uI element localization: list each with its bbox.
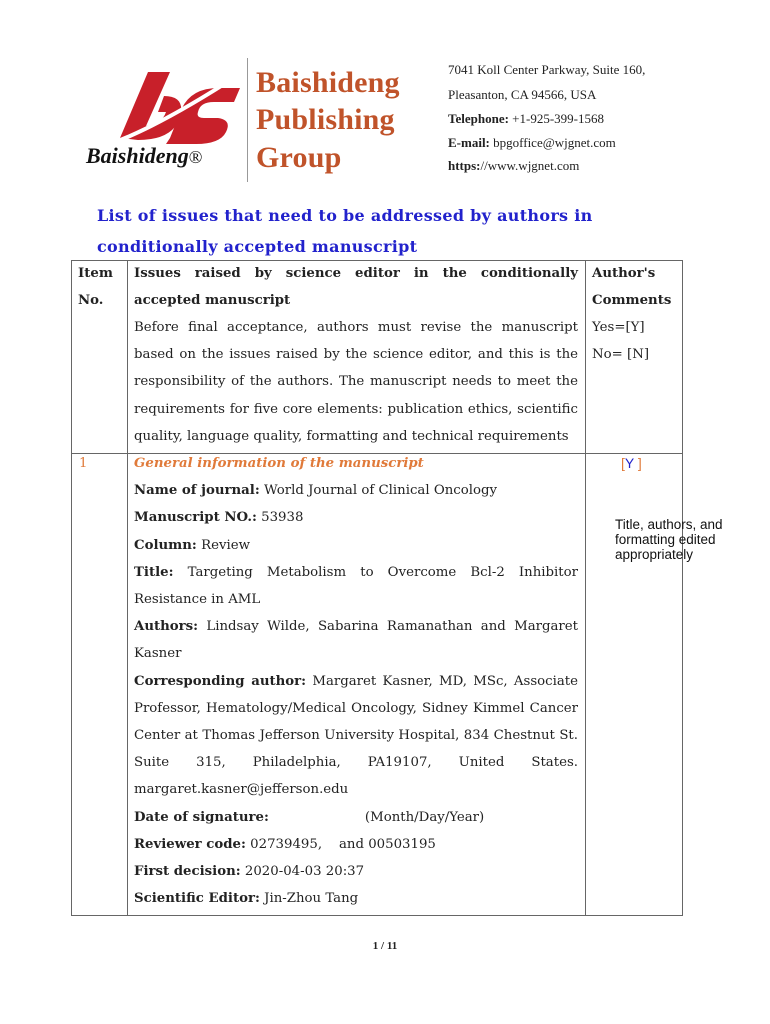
website-value: //www.wjgnet.com — [480, 158, 580, 173]
section-title: General information of the manuscript — [134, 456, 424, 471]
corresponding-label: Corresponding author: — [134, 673, 307, 689]
journal-line — [134, 477, 578, 504]
manuscript-no-value: 53938 — [261, 510, 304, 526]
website-label: https: — [448, 158, 481, 173]
brand-line-1: Baishideng — [256, 66, 400, 99]
editor-line — [134, 885, 578, 912]
corresponding-value: Margaret Kasner, MD, MSc, Associate Professor, Hematology/Medical Oncology, Sidney Kimmel Cancer Center at Thomas Jefferson University Hospital, 834 Chestnut St. Suite 315, Philadelphia, PA19107, United States. margaret.kasner@jefferson.edu — [134, 673, 579, 798]
registered-mark: ® — [188, 147, 203, 167]
baishideng-logo-icon — [100, 66, 250, 146]
column-line — [134, 532, 578, 559]
author-comment-line-1: Title, authors, and — [615, 517, 723, 532]
table-border-bottom — [71, 915, 683, 916]
signature-label: Date of signature: — [134, 809, 269, 825]
authors-value: Lindsay Wilde, Sabarina Ramanathan and Margaret Kasner — [134, 619, 578, 662]
brand-line-2: Publishing — [256, 103, 395, 136]
intro-text: Before final acceptance, authors must revise the manuscript based on the issues raised by the science editor, and this is the responsibility of the authors. The manuscript needs to meet the requirements for five core elements: publication ethics, scientific quality, language quality, formatting and technical requirements — [134, 320, 578, 444]
journal-value: World Journal of Clinical Oncology — [263, 483, 498, 499]
website — [448, 158, 579, 174]
title-label: Title: — [134, 564, 174, 580]
editor-label: Scientific Editor: — [134, 891, 260, 907]
authors-line — [134, 613, 578, 667]
address-line-1: 7041 Koll Center Parkway, Suite 160, — [448, 62, 646, 77]
no-label: No= [N] — [592, 347, 650, 362]
editor-value: Jin-Zhou Tang — [264, 891, 359, 907]
yn-close-bracket: ] — [633, 455, 642, 471]
document-heading: List of issues that need to be addressed by authors in conditionally accepted manuscript — [97, 206, 593, 256]
issues-header: Issues raised by science editor in the conditionally accepted manuscript — [134, 266, 578, 309]
brand-line-3: Group — [256, 141, 342, 174]
issues-table — [71, 260, 723, 916]
reviewer-value: 02739495, and 00503195 — [250, 836, 436, 852]
item-number: 1 — [79, 456, 88, 471]
table-border-left — [71, 260, 72, 916]
journal-label: Name of journal: — [134, 483, 260, 499]
author-comment-line-2: formatting edited — [615, 532, 716, 547]
manuscript-no-label: Manuscript NO.: — [134, 510, 257, 526]
page-number: 1 / 11 — [372, 940, 398, 952]
email — [448, 135, 616, 151]
yes-label: Yes=[Y] — [592, 320, 645, 335]
yn-value: Y — [624, 455, 634, 471]
author-comment-line-3: appropriately — [615, 547, 694, 562]
authors-label: Authors: — [134, 619, 199, 635]
row1-content — [134, 450, 578, 912]
reviewer-line — [134, 831, 578, 858]
address-line-2: Pleasanton, CA 94566, USA — [448, 87, 597, 102]
author-comment — [615, 517, 723, 562]
email-label: E-mail: — [448, 135, 490, 150]
decision-value: 2020-04-03 20:37 — [244, 864, 365, 880]
table-divider-comments — [585, 260, 586, 916]
telephone-value: +1-925-399-1568 — [512, 111, 604, 126]
table-border-right — [682, 260, 683, 916]
corresponding-line — [134, 668, 578, 804]
table-divider-item — [127, 260, 128, 916]
decision-line — [134, 858, 578, 885]
logo-wordmark-text: Baishideng — [86, 143, 189, 168]
comments-header: Author's Comments — [592, 266, 672, 309]
telephone-label: Telephone: — [448, 111, 509, 126]
title-line — [134, 559, 578, 613]
yes-no-mark — [621, 450, 642, 477]
signature-value: (Month/Day/Year) — [364, 809, 485, 825]
logo-wordmark — [86, 143, 202, 169]
manuscript-no-line — [134, 504, 578, 531]
column-value: Review — [201, 537, 250, 553]
email-value: bpgoffice@wjgnet.com — [493, 135, 616, 150]
title-value: Targeting Metabolism to Overcome Bcl-2 Inhibitor Resistance in AML — [134, 564, 578, 608]
decision-label: First decision: — [134, 864, 241, 880]
signature-line — [134, 804, 578, 831]
column-label: Column: — [134, 537, 197, 553]
telephone — [448, 111, 604, 127]
yn-open-bracket: [ — [621, 455, 625, 471]
reviewer-label: Reviewer code: — [134, 836, 246, 852]
item-no-header: Item No. — [78, 266, 113, 309]
header-divider — [247, 58, 248, 182]
